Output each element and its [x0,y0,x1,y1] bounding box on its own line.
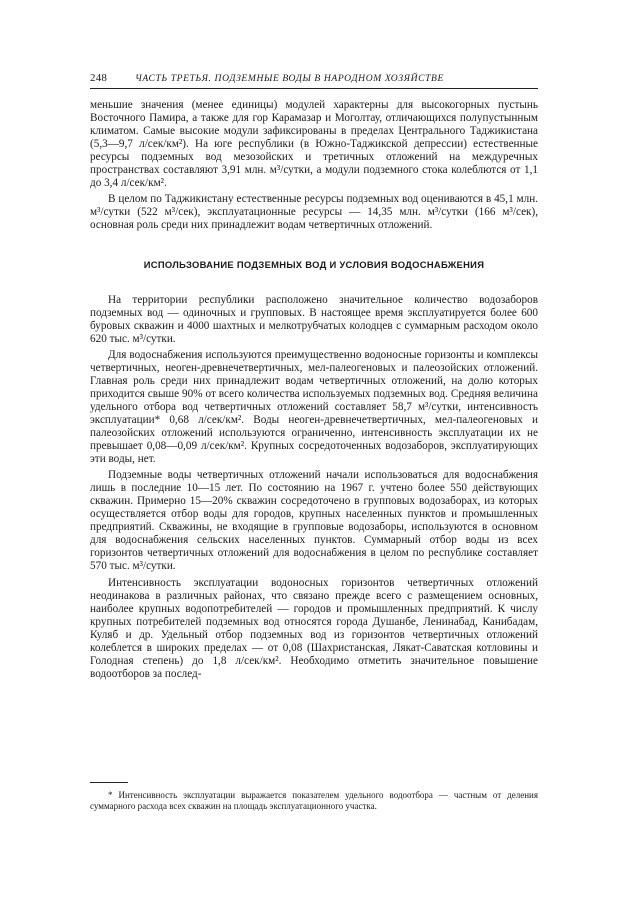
footnote-rule [90,782,128,783]
paragraph: На территории республики расположено значительное количество водозаборов подземных вод — одиночных и групповых. В настоящее время эксплуатируется более 600 буровых скважин и 4000 шахтных и мелкотрубчатых колодцев с суммарным расходом около 620 тыс. м³/сутки. [90,293,538,345]
section-heading: ИСПОЛЬЗОВАНИЕ ПОДЗЕМНЫХ ВОД И УСЛОВИЯ ВОДОСНАБЖЕНИЯ [143,259,485,271]
running-head [90,72,538,89]
page [90,72,538,684]
footnote: * Интенсивность эксплуатации выражается показателем удельного водоотбора — частным от деления суммарного расхода всех скважин на площадь эксплуатационного участка. [90,790,538,811]
body-text [90,99,538,681]
page-number: 248 [90,72,108,84]
paragraph: Интенсивность эксплуатации водоносных горизонтов четвертичных отложений неодинакова в различных районах, что связано прежде всего с размещением основных, наиболее крупных водопотребителей — городов и промышленных предприятий. К числу крупных потребителей подземных вод относятся города Душанбе, Ленинабад, Канибадам, Куляб и др. Удельный отбор подземных вод из горизонтов четвертичных отложений колеблется в широких пределах — от 0,08 (Шахристанская, Лякат-Саватская котловины и Голодная степень) до 1,8 л/сек/км². Необходимо отметить значительное повышение водоотборов за послед- [90,576,538,680]
paragraph: Для водоснабжения используются преимущественно водоносные горизонты и комплексы четвертичных, неоген-древнечетвертичных, мел-палеогеновых и палеозойских отложений. Главная роль среди них принадлежит водам четвертичных отложений, на долю которых приходится свыше 90% от всего количества используемых подземных вод. Средняя величина удельного отбора вод четвертичных отложений составляет 58,7 м³/сутки, интенсивность эксплуатации* 0,68 л/сек/км². Воды неоген-древнечетвертичных, мел-палеогеновых и палеозойских отложений используются ограниченно, интенсивность эксплуатации их не превышает 0,08—0,09 л/сек/км². Крупных сосредоточенных водозаборов, эксплуатирующих эти воды, нет. [90,348,538,466]
paragraph: Подземные воды четвертичных отложений начали использоваться для водоснабжения лишь в последние 10—15 лет. По состоянию на 1967 г. учтено более 550 действующих скважин. Примерно 15—20% скважин сосредоточено в групповых водозаборах, из которых осуществляется отбор воды для городов, крупных населенных пунктов и промышленных предприятий. Скважины, не входящие в групповые водозаборы, используются в основном для водоснабжения сельских населенных пунктов. Суммарный отбор воды из всех горизонтов четвертичных отложений для водоснабжения в целом по республике составляет 570 тыс. м³/сутки. [90,469,538,573]
paragraph: меньшие значения (менее единицы) модулей характерны для высокогорных пустынь Восточного Памира, а также для гор Карамазар и Моголтау, отличающихся полупустынным климатом. Самые высокие модули зафиксированы в пределах Центрального Таджикистана (5,3—9,7 л/сек/км²). На юге республики (в Южно-Таджикской депрессии) естественные ресурсы подземных вод мезозойских и третичных отложений на междуречных пространствах составляют 3,91 млн. м³/сутки, а модули подземного стока колеблются от 1,1 до 3,4 л/сек/км². [90,99,538,190]
paragraph: В целом по Таджикистану естественные ресурсы подземных вод оцениваются в 45,1 млн. м³/сутки (522 м³/сек), эксплуатационные ресурсы — 14,35 млн. м³/сутки (166 м³/сек), основная роль среди них принадлежит водам четвертичных отложений. [90,193,538,232]
running-title: ЧАСТЬ ТРЕТЬЯ. ПОДЗЕМНЫЕ ВОДЫ В НАРОДНОМ ХОЗЯЙСТВЕ [135,73,444,84]
